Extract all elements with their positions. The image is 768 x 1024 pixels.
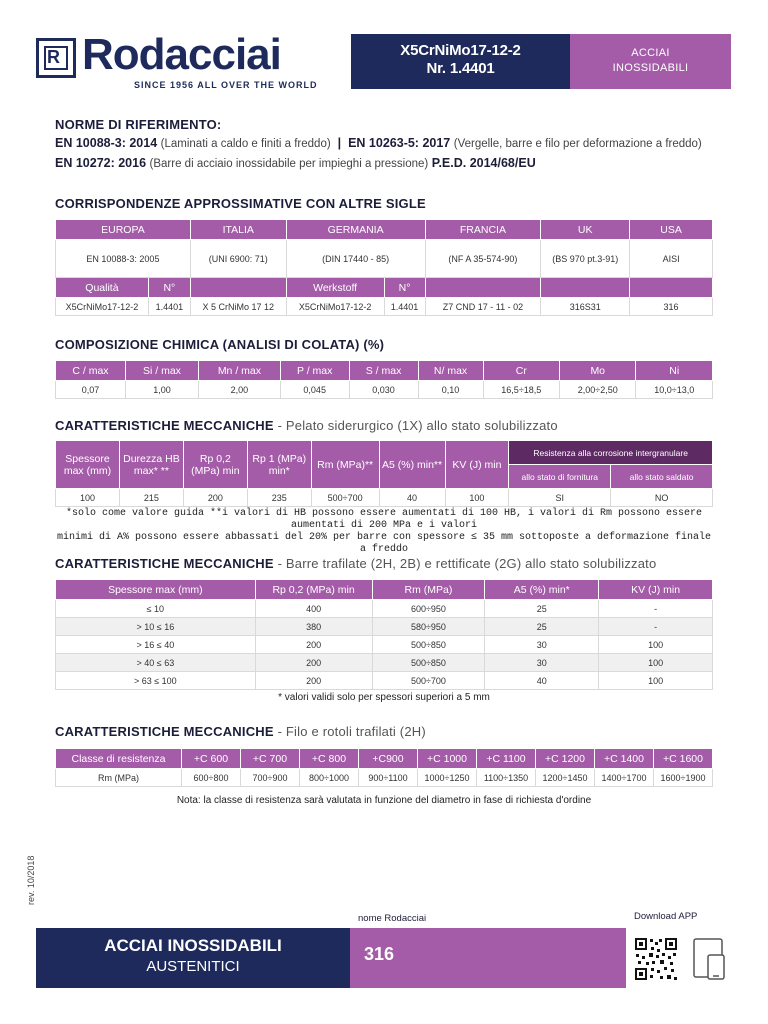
brand-tagline: SINCE 1956 ALL OVER THE WORLD — [134, 80, 318, 90]
table-row: Rm (MPa) 600÷800 700÷900 800÷1000 900÷1100 1000÷1250 1100÷1350 1200÷1450 1400÷1700 1600÷1900 — [56, 769, 713, 787]
norms-title: NORME DI RIFERIMENTO: — [55, 117, 222, 132]
family-title: ACCIAI INOSSIDABILI — [104, 936, 282, 955]
table-row: > 16 ≤ 40 200 500÷850 30 100 — [56, 636, 713, 654]
table-header-row: Spessore max (mm) Durezza HB max* ** Rp 0,2 (MPa) min Rp 1 (MPa) min* Rm (MPa)** A5 (%) min** KV (J) min Resistenza alla corrosione intergranulare — [56, 441, 713, 465]
table-row: > 40 ≤ 63 200 500÷850 30 100 — [56, 654, 713, 672]
table-row: ≤ 10 400 600÷950 25 - — [56, 600, 713, 618]
mech1-title: CARATTERISTICHE MECCANICHE - Pelato siderurgico (1X) allo stato solubilizzato — [55, 418, 558, 433]
brand-name: Rodacciai — [82, 30, 281, 79]
table-row: > 63 ≤ 100 200 500÷700 40 100 — [56, 672, 713, 690]
mech3-table — [55, 748, 713, 787]
correspondences-title: CORRISPONDENZE APPROSSIMATIVE CON ALTRE SIGLE — [55, 196, 426, 211]
family-box — [36, 928, 350, 988]
table-header-row: C / max Si / max Mn / max P / max S / max N/ max Cr Mo Ni — [56, 361, 713, 381]
table-header-row: EUROPA ITALIA GERMANIA FRANCIA UK USA — [56, 220, 713, 240]
family-subtitle: AUSTENITICI — [146, 958, 240, 975]
product-name: 316 — [350, 928, 626, 988]
mech2-title: CARATTERISTICHE MECCANICHE - Barre trafilate (2H, 2B) e rettificate (2G) allo stato solubilizzato — [55, 556, 657, 571]
logo-mark-icon: R — [36, 38, 76, 78]
mech2-note: * valori validi solo per spessori superiori a 5 mm — [278, 692, 490, 703]
norms-line-1: EN 10088-3: 2014 (Laminati a caldo e finiti a freddo) | EN 10263-5: 2017 (Vergelle, barre e filo per deformazione a freddo) — [55, 136, 702, 150]
revision-label: rev. 10/2018 — [26, 855, 36, 905]
table-row: 100 215 200 235 500÷700 40 100 SI NO — [56, 489, 713, 507]
rodacciai-logo — [36, 30, 336, 96]
correspondences-table — [55, 219, 713, 316]
table-subheader-row: allo stato di fornitura allo stato saldato — [56, 465, 713, 489]
table-subheader-row: Qualità N° Werkstoff N° — [56, 278, 713, 298]
table-row: 0,07 1,00 2,00 0,045 0,030 0,10 16,5÷18,5 2,00÷2,50 10,0÷13,0 — [56, 381, 713, 399]
mech2-table — [55, 579, 713, 690]
table-row: > 10 ≤ 16 380 580÷950 25 - — [56, 618, 713, 636]
nome-label: nome Rodacciai — [358, 913, 427, 924]
steel-name: X5CrNiMo17-12-2 — [400, 42, 521, 59]
mech3-note: Nota: la classe di resistenza sarà valutata in funzione del diametro in fase di richiesta d'ordine — [176, 795, 592, 806]
steel-number: Nr. 1.4401 — [426, 60, 495, 77]
mech1-table — [55, 440, 713, 507]
mech1-note: *solo come valore guida **i valori di HB possono essere aumentati di 100 HB, i valori di Rm possono essere aumentati di 200 MPa e i valori minimi di A% possono essere abbassati del 20% per barre con spessore ≤ 35 mm sottoposte a deformazione finale a freddo — [56, 508, 712, 555]
mech3-title: CARATTERISTICHE MECCANICHE - Filo e rotoli trafilati (2H) — [55, 724, 426, 739]
composition-title: COMPOSIZIONE CHIMICA (ANALISI DI COLATA) (%) — [55, 337, 385, 352]
composition-table — [55, 360, 713, 399]
qr-code-icon[interactable] — [634, 937, 678, 981]
mobile-devices-icon[interactable] — [690, 937, 730, 981]
table-header-row: Classe di resistenza +C 600 +C 700 +C 800 +C900 +C 1000 +C 1100 +C 1200 +C 1400 +C 1600 — [56, 749, 713, 769]
steel-designation — [351, 34, 570, 89]
download-app-label: Download APP — [634, 911, 698, 922]
table-header-row: Spessore max (mm) Rp 0,2 (MPa) min Rm (MPa) A5 (%) min* KV (J) min — [56, 580, 713, 600]
table-row: EN 10088-3: 2005 (UNI 6900: 71) (DIN 17440 - 85) (NF A 35-574-90) (BS 970 pt.3-91) AISI — [56, 240, 713, 278]
table-row: X5CrNiMo17-12-2 1.4401 X 5 CrNiMo 17 12 X5CrNiMo17-12-2 1.4401 Z7 CND 17 - 11 - 02 316S31 316 — [56, 298, 713, 316]
category-label: ACCIAI INOSSIDABILI — [570, 34, 731, 89]
norms-line-2: EN 10272: 2016 (Barre di acciaio inossidabile per impieghi a pressione) P.E.D. 2014/68/EU — [55, 156, 536, 170]
